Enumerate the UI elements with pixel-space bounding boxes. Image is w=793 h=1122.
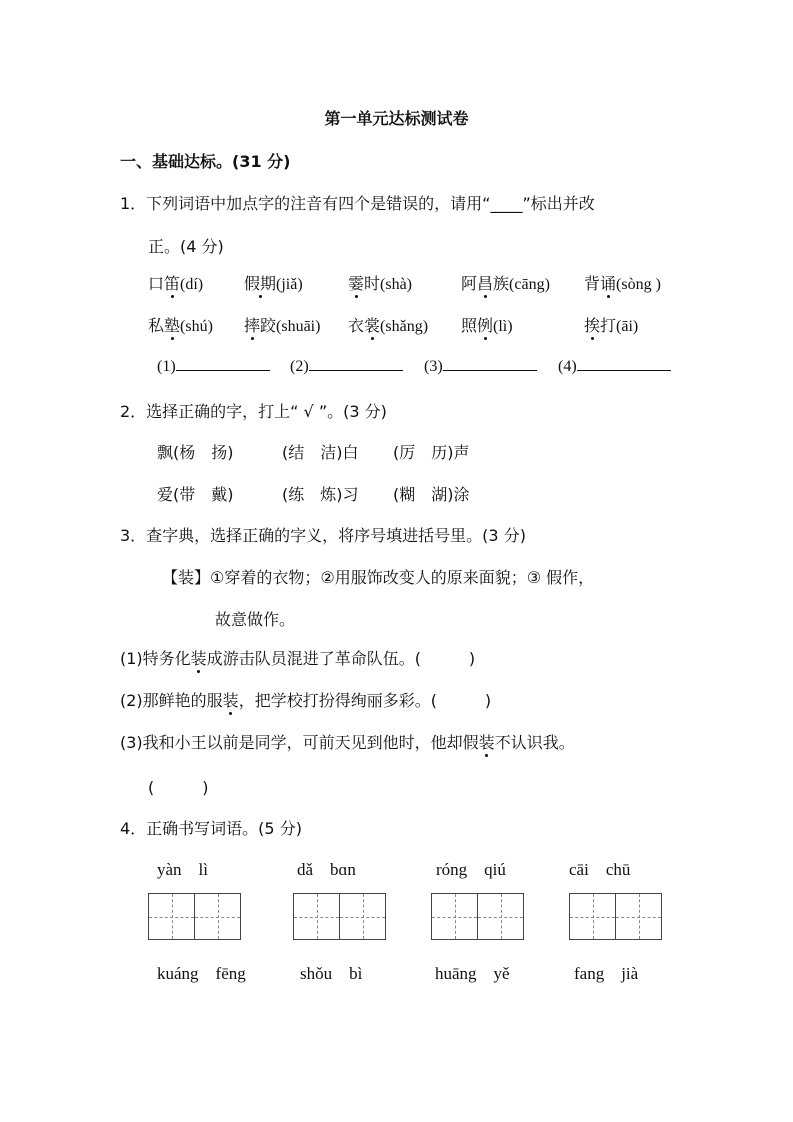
q3-sentence-1: (1)特务化装成游击队员混进了革命队伍。( ) <box>120 649 476 668</box>
q1-word[interactable] <box>148 271 203 294</box>
q1-word-dot: 裳 <box>364 316 381 335</box>
q1-word-pre: 衣 <box>348 316 365 335</box>
section-heading: 一、基础达标。(31 分) <box>120 152 291 171</box>
writing-grid-2 <box>293 893 386 940</box>
q1-word-dot: 霎 <box>348 274 365 293</box>
q2-choice-4[interactable]: 爱(带 戴) <box>157 485 234 504</box>
q3-sentence-3: (3)我和小王以前是同学，可前天见到他时，他却假装不认识我。 <box>120 733 575 752</box>
q1-prompt-line1: 1．下列词语中加点字的注音有四个是错误的，请用“____”标出并改 <box>120 194 595 213</box>
q1-word-dot: 昌 <box>477 274 494 293</box>
writing-cell[interactable] <box>148 893 195 940</box>
q2-choice-1[interactable]: 飘(杨 扬) <box>157 443 234 462</box>
pinyin-7: huāng yě <box>435 964 510 983</box>
pinyin-1: yàn lì <box>157 860 208 879</box>
pinyin-3: róng qiú <box>436 860 506 879</box>
writing-cell[interactable] <box>194 893 241 940</box>
q1-blank-4[interactable]: (4) <box>558 358 671 376</box>
q3-definition-line1: 【装】①穿着的衣物；②用服饰改变人的原来面貌；③ 假作， <box>162 568 595 587</box>
q1-blank-1[interactable]: (1) <box>157 358 270 376</box>
q1-word[interactable] <box>244 313 320 336</box>
q1-word-pre: 假 <box>244 274 261 293</box>
q1-word[interactable] <box>348 271 412 294</box>
writing-grid-3 <box>431 893 524 940</box>
q1-word-pre: 照 <box>461 316 478 335</box>
q2-choice-6[interactable]: (糊 湖)涂 <box>393 485 470 504</box>
q1-word-pre: 口 <box>148 274 165 293</box>
q2-prompt: 2．选择正确的字，打上“ √ ”。(3 分) <box>120 402 387 421</box>
q2-choice-2[interactable]: (结 洁)白 <box>282 443 359 462</box>
pinyin-8: fang jià <box>574 964 639 983</box>
q3-prompt: 3．查字典，选择正确的字义，将序号填进括号里。(3 分) <box>120 526 526 545</box>
writing-grid-4 <box>569 893 662 940</box>
q1-word-post: (lì) <box>493 318 513 335</box>
page-title: 第一单元达标测试卷 <box>324 109 469 128</box>
q1-prompt-line2: 正。(4 分) <box>148 237 224 256</box>
q1-word[interactable] <box>584 271 661 294</box>
q1-word-post: 打(āi) <box>600 318 639 335</box>
q1-word-post: 时(shà) <box>364 276 413 293</box>
q1-word-post: (sòng ) <box>616 276 661 293</box>
q2-choice-5[interactable]: (练 炼)习 <box>282 485 359 504</box>
q1-word-dot: 笛 <box>164 274 181 293</box>
q1-word-dot: 塾 <box>164 316 181 335</box>
q1-blank-2[interactable]: (2) <box>290 358 403 376</box>
q1-word[interactable] <box>584 313 638 336</box>
writing-grid-1 <box>148 893 241 940</box>
writing-cell[interactable] <box>615 893 662 940</box>
q3-answer-bracket-3[interactable]: ( ) <box>148 778 209 797</box>
q1-word-post: 族(cāng) <box>493 276 550 293</box>
q1-word-pre: 背 <box>584 274 601 293</box>
writing-cell[interactable] <box>293 893 340 940</box>
q1-word-dot: 例 <box>477 316 494 335</box>
q1-word[interactable] <box>461 313 513 336</box>
writing-cell[interactable] <box>569 893 616 940</box>
pinyin-5: kuáng fēng <box>157 964 246 983</box>
q3-definition-line2: 故意做作。 <box>215 610 296 629</box>
q1-word-post: 跤(shuāi) <box>260 318 321 335</box>
q1-word-dot: 诵 <box>600 274 617 293</box>
q1-word-pre: 私 <box>148 316 165 335</box>
pinyin-4: cāi chū <box>569 860 631 879</box>
writing-cell[interactable] <box>431 893 478 940</box>
writing-cell[interactable] <box>339 893 386 940</box>
q1-word[interactable] <box>244 271 303 294</box>
q1-word-post: (dí) <box>180 276 204 293</box>
q1-word-post: 期(jiǎ) <box>260 276 303 293</box>
pinyin-6: shǒu bì <box>300 964 363 983</box>
q1-word[interactable] <box>148 313 213 336</box>
q1-word[interactable] <box>461 271 550 294</box>
q4-prompt: 4．正确书写词语。(5 分) <box>120 819 302 838</box>
q1-word-pre: 阿 <box>461 274 478 293</box>
q2-choice-3[interactable]: (厉 历)声 <box>393 443 470 462</box>
q1-word-dot: 摔 <box>244 316 261 335</box>
q1-word-post: (shǎng) <box>380 318 429 335</box>
q3-sentence-2: (2)那鲜艳的服装，把学校打扮得绚丽多彩。( ) <box>120 691 492 710</box>
q1-blank-3[interactable]: (3) <box>424 358 537 376</box>
q1-word[interactable] <box>348 313 428 336</box>
pinyin-2: dǎ bɑn <box>297 860 356 879</box>
writing-cell[interactable] <box>477 893 524 940</box>
q1-word-post: (shú) <box>180 318 213 335</box>
q1-word-dot: 挨 <box>584 316 601 335</box>
